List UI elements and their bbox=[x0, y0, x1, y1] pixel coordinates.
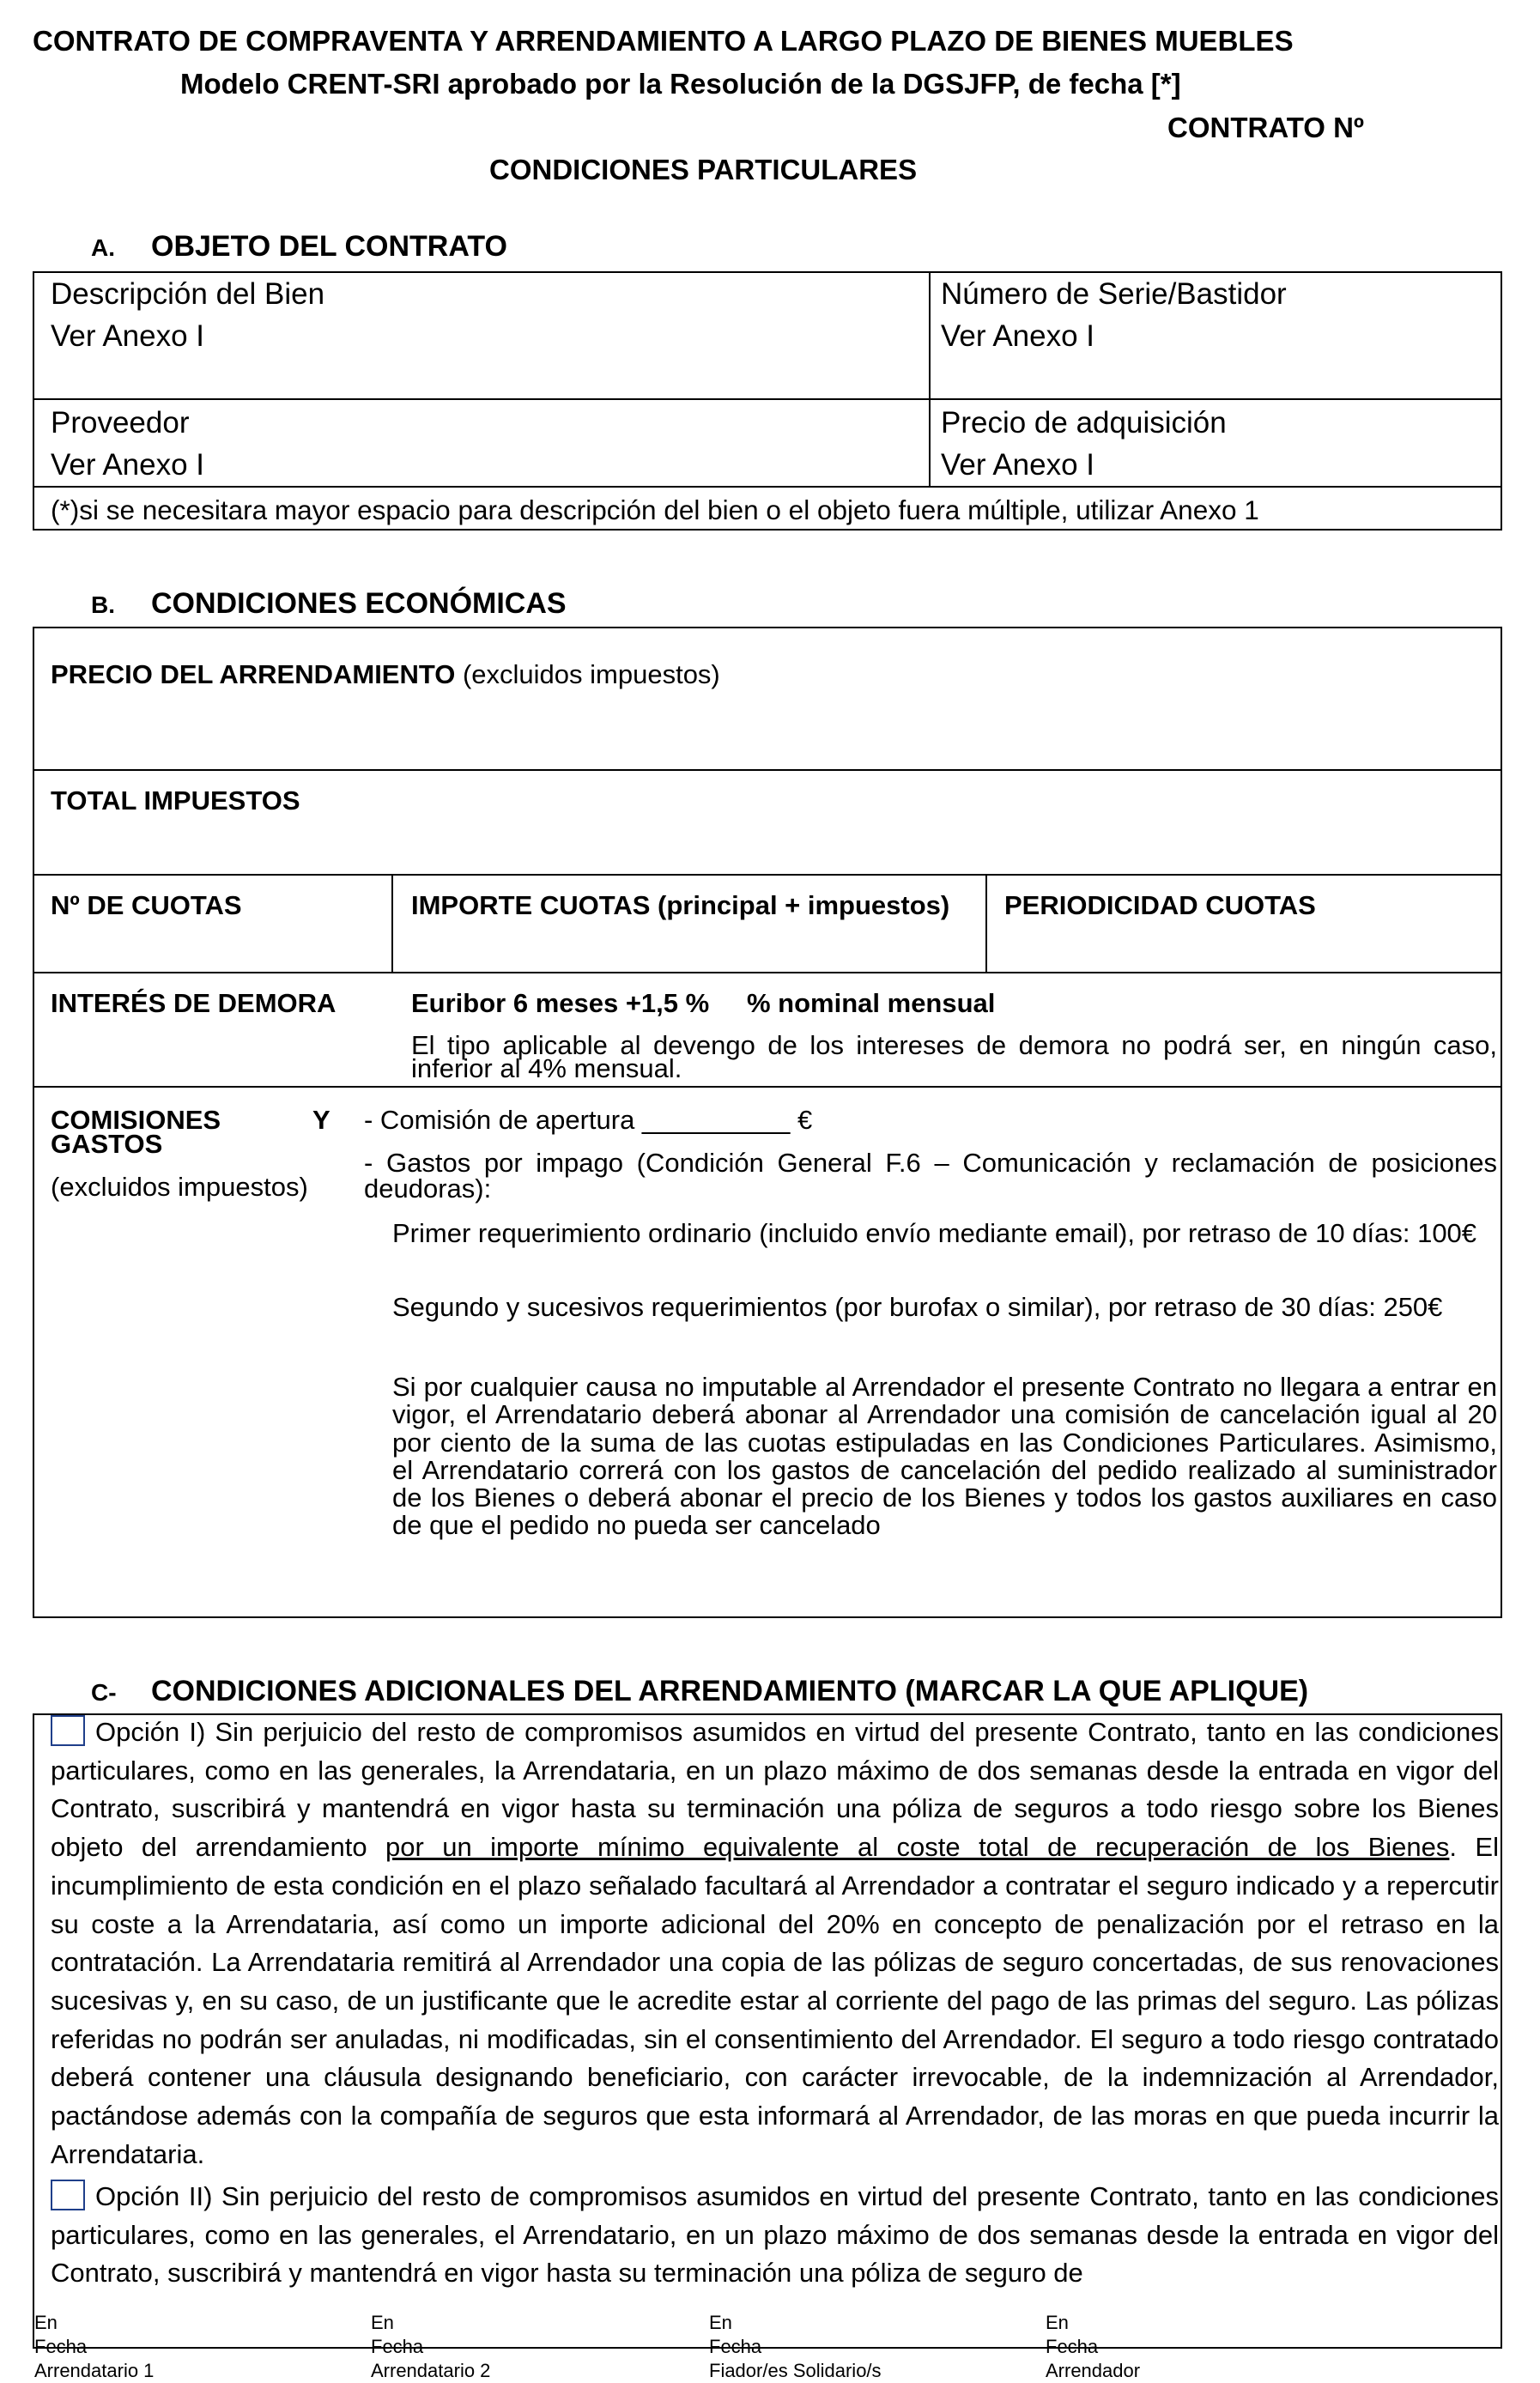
signature-role: Arrendatario 2 bbox=[371, 2360, 491, 2381]
installment-amount-label: IMPORTE CUOTAS (principal + impuestos) bbox=[411, 890, 950, 920]
section-a-letter: A. bbox=[91, 234, 115, 261]
object-note: (*)si se necesitara mayor espacio para descripción del bien o el objeto fuera múltiple, utilizar Anexo 1 bbox=[51, 494, 1259, 525]
price-label: Precio de adquisición bbox=[941, 406, 1227, 440]
signature-role: Fiador/es Solidario/s bbox=[709, 2360, 882, 2381]
signature-role: Arrendador bbox=[1046, 2360, 1141, 2381]
option-2-checkbox[interactable] bbox=[51, 2180, 85, 2210]
fees-label-y: Y bbox=[312, 1105, 330, 1135]
signature-en: En bbox=[371, 2312, 394, 2333]
econ-vdivider-2 bbox=[985, 874, 987, 973]
section-c-title: CONDICIONES ADICIONALES DEL ARRENDAMIENTO (MARCAR LA QUE APLIQUE) bbox=[151, 1675, 1309, 1707]
signature-block-fiador bbox=[709, 2311, 882, 2383]
object-table-divider-1 bbox=[33, 398, 1502, 400]
document-title: CONTRATO DE COMPRAVENTA Y ARRENDAMIENTO A LARGO PLAZO DE BIENES MUEBLES bbox=[33, 25, 1294, 57]
fees-label-2: GASTOS bbox=[51, 1129, 163, 1159]
unpaid-fees: - Gastos por impago (Condición General F.6 – Comunicación y reclamación de posiciones deudoras): bbox=[364, 1148, 1497, 1204]
option-1-checkbox[interactable] bbox=[51, 1715, 85, 1746]
option-1-text-b: . El incumplimiento de esta condición en el plazo señalado facultará al Arrendador a contratar el seguro indicado y a repercutir su coste a la Arrendataria, así como un importe adicional del 20% en concepto de penalización por el retraso en la contratación. La Arrendataria remitirá al Arrendador una copia de las pólizas de seguro concertadas, de sus renovaciones sucesivas y, en su caso, de un justificante que le acredite estar al corriente del pago de las primas del seguro. Las pólizas referidas no podrán ser anuladas, ni modificadas, sin el consentimiento del Arrendador. El seguro a todo riesgo contratado deberá contener una cláusula designando beneficiario, con carácter irrevocable, de la indemnización al Arrendador, pactándose además con la compañía de seguros que esta informará al Arrendador, de las moras en que pueda incurrir la Arrendataria. bbox=[51, 1832, 1499, 2169]
econ-divider-1 bbox=[33, 769, 1502, 771]
section-b-title: CONDICIONES ECONÓMICAS bbox=[151, 587, 567, 620]
supplier-value[interactable]: Ver Anexo I bbox=[51, 448, 205, 482]
description-value[interactable]: Ver Anexo I bbox=[51, 319, 205, 353]
section-c-letter: C- bbox=[91, 1679, 117, 1706]
supplier-label: Proveedor bbox=[51, 406, 190, 440]
page-subtitle: CONDICIONES PARTICULARES bbox=[489, 154, 918, 185]
fees-label-3: (excluidos impuestos) bbox=[51, 1172, 308, 1202]
signature-block-arrendatario-1 bbox=[34, 2311, 154, 2383]
option-1 bbox=[51, 1713, 1499, 2174]
late-interest-label: INTERÉS DE DEMORA bbox=[51, 988, 336, 1018]
section-a-title: OBJETO DEL CONTRATO bbox=[151, 230, 507, 263]
signature-block-arrendatario-2 bbox=[371, 2311, 490, 2383]
option-1-underlined: por un importe mínimo equivalente al coste total de recuperación de los Bienes bbox=[385, 1832, 1450, 1863]
model-line: Modelo CRENT-SRI aprobado por la Resolución de la DGSJFP, de fecha [*] bbox=[180, 68, 1181, 100]
opening-fee: - Comisión de apertura __________ € bbox=[364, 1105, 813, 1135]
total-taxes-label: TOTAL IMPUESTOS bbox=[51, 785, 300, 816]
econ-vdivider-1 bbox=[391, 874, 393, 973]
first-request: Primer requerimiento ordinario (incluido envío mediante email), por retraso de 10 días: 100€ bbox=[392, 1218, 1477, 1248]
serial-label: Número de Serie/Bastidor bbox=[941, 277, 1287, 311]
econ-divider-4 bbox=[33, 1086, 1502, 1088]
late-interest-note: El tipo aplicable al devengo de los intereses de demora no podrá ser, en ningún caso, inferior al 4% mensual. bbox=[411, 1030, 1497, 1083]
signature-en: En bbox=[1046, 2312, 1069, 2333]
contract-number-label: CONTRATO Nº bbox=[1167, 112, 1364, 143]
section-b-letter: B. bbox=[91, 591, 115, 618]
lease-price-title: PRECIO DEL ARRENDAMIENTO bbox=[51, 659, 456, 689]
signature-en: En bbox=[34, 2312, 58, 2333]
econ-divider-3 bbox=[33, 972, 1502, 973]
signature-block-arrendador bbox=[1046, 2311, 1140, 2383]
object-table-vdivider bbox=[929, 271, 931, 488]
cancellation-clause: Si por cualquier causa no imputable al Arrendador el presente Contrato no llegara a entrar en vigor, el Arrendatario deberá abonar al Arrendador una comisión de cancelación igual al 20 por ciento de la suma de las cuotas estipuladas en las Condiciones Particulares. Asimismo, el Arrendatario correrá con los gastos de cancelación del pedido realizado al suministrador de los Bienes o deberá abonar el precio de los Bienes y todos los gastos auxiliares en caso de que el pedido no pueda ser cancelado bbox=[392, 1372, 1497, 1541]
object-table-divider-2 bbox=[33, 486, 1502, 488]
lease-price-label bbox=[51, 660, 720, 689]
signature-role: Arrendatario 1 bbox=[34, 2360, 155, 2381]
signature-fecha: Fecha bbox=[1046, 2336, 1099, 2357]
econ-divider-2 bbox=[33, 874, 1502, 876]
serial-value[interactable]: Ver Anexo I bbox=[941, 319, 1095, 353]
option-2-text: Opción II) Sin perjuicio del resto de compromisos asumidos en virtud del presente Contrato, tanto en las condiciones particulares, como en las generales, el Arrendatario, en un plazo máximo de dos semanas desde la entrada en vigor del Contrato, suscribirá y mantendrá en vigor hasta su terminación una póliza de seguro de bbox=[51, 2181, 1499, 2289]
section-b-heading bbox=[91, 586, 567, 622]
option-1-text-a: Opción I) Sin perjuicio del resto de compromisos asumidos en virtud del presente Contrato, tanto en las condiciones particulares, como en las generales, la Arrendataria, en un plazo máximo de dos semanas desde la entrada en vigor del Contrato, suscribirá y mantendrá en vigor hasta su terminación una póliza de seguros a todo riesgo sobre los Bienes objeto del arrendamiento bbox=[51, 1717, 1499, 1863]
signature-fecha: Fecha bbox=[709, 2336, 762, 2357]
signature-fecha: Fecha bbox=[34, 2336, 88, 2357]
section-c-heading bbox=[91, 1674, 1308, 1710]
section-a-heading bbox=[91, 229, 507, 265]
signature-fecha: Fecha bbox=[371, 2336, 424, 2357]
num-installments-label: Nº DE CUOTAS bbox=[51, 890, 242, 920]
signature-en: En bbox=[709, 2312, 732, 2333]
description-label: Descripción del Bien bbox=[51, 277, 325, 311]
installment-period-label: PERIODICIDAD CUOTAS bbox=[1004, 890, 1316, 920]
fees-label-1: COMISIONES bbox=[51, 1105, 221, 1135]
lease-price-suffix: (excluidos impuestos) bbox=[455, 659, 720, 689]
price-value[interactable]: Ver Anexo I bbox=[941, 448, 1095, 482]
option-2 bbox=[51, 2178, 1499, 2293]
second-request: Segundo y sucesivos requerimientos (por burofax o similar), por retraso de 30 días: 250€ bbox=[392, 1292, 1443, 1322]
late-interest-unit: % nominal mensual bbox=[747, 988, 996, 1018]
late-interest-rate: Euribor 6 meses +1,5 % bbox=[411, 988, 710, 1018]
